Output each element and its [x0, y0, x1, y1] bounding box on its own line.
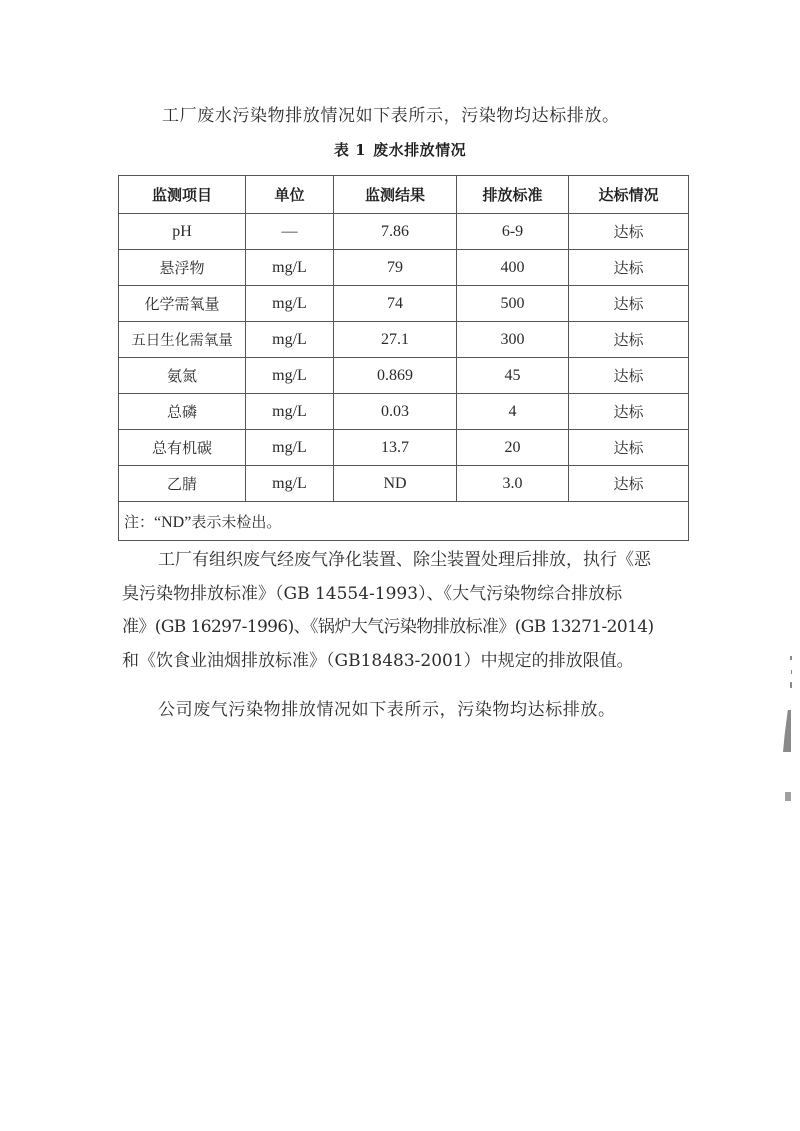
cell-unit: mg/L: [246, 286, 334, 322]
table-row: [119, 358, 689, 394]
cell-standard: 3.0: [457, 466, 569, 502]
cell-unit: mg/L: [246, 394, 334, 430]
table-note: [119, 502, 689, 541]
cell-standard: 20: [457, 430, 569, 466]
cell-status: 达标: [569, 286, 689, 322]
cell-status: 达标: [569, 322, 689, 358]
scan-artifact: [790, 656, 792, 660]
cell-status: 达标: [569, 394, 689, 430]
cell-unit: mg/L: [246, 322, 334, 358]
cell-unit: mg/L: [246, 466, 334, 502]
table-row: [119, 430, 689, 466]
cell-standard: 6-9: [457, 214, 569, 250]
cell-item: 悬浮物: [119, 250, 246, 286]
cell-unit: mg/L: [246, 250, 334, 286]
cell-unit: mg/L: [246, 358, 334, 394]
cell-status: 达标: [569, 358, 689, 394]
table-header-row: [119, 176, 689, 214]
table-row: [119, 214, 689, 250]
table-row: [119, 394, 689, 430]
scan-artifact: [790, 682, 792, 688]
intro-paragraph: 工厂废水污染物排放情况如下表所示，污染物均达标排放。: [162, 106, 620, 126]
cell-status: 达标: [569, 214, 689, 250]
cell-item: 氨氮: [119, 358, 246, 394]
note-prefix: 注：: [124, 512, 155, 531]
table-row: [119, 286, 689, 322]
cell-status: 达标: [569, 466, 689, 502]
header-unit: 单位: [246, 176, 334, 214]
air-emission-standards-paragraph: [122, 544, 692, 678]
cell-status: 达标: [569, 250, 689, 286]
table-row: [119, 250, 689, 286]
cell-result: ND: [334, 466, 457, 502]
cell-unit: mg/L: [246, 430, 334, 466]
cell-result: 79: [334, 250, 457, 286]
cell-result: 7.86: [334, 214, 457, 250]
paragraph-line: 和《饮食业油烟排放标准》（GB18483-2001）中规定的排放限值。: [122, 650, 634, 671]
cell-item: 五日生化需氧量: [119, 322, 246, 358]
note-quote: “ND”: [154, 513, 192, 531]
cell-item: 总磷: [119, 394, 246, 430]
cell-item: 总有机碳: [119, 430, 246, 466]
cell-item: pH: [119, 214, 246, 250]
paragraph-line: 臭污染物排放标准》（GB 14554-1993）、《大气污染物综合排放标: [122, 583, 623, 604]
header-result: 监测结果: [334, 176, 457, 214]
table-note-row: [119, 502, 689, 541]
note-text: 表示未检出。: [191, 512, 282, 531]
cell-result: 0.03: [334, 394, 457, 430]
table-caption: [0, 139, 800, 160]
cell-standard: 300: [457, 322, 569, 358]
header-status: 达标情况: [569, 176, 689, 214]
paragraph-line: 工厂有组织废气经废气净化装置、除尘装置处理后排放，执行《恶: [158, 550, 651, 570]
paragraph-line: 准》(GB 16297-1996)、《锅炉大气污染物排放标准》(GB 13271-2014): [122, 617, 654, 637]
cell-standard: 400: [457, 250, 569, 286]
cell-standard: 4: [457, 394, 569, 430]
cell-result: 74: [334, 286, 457, 322]
closing-paragraph: 公司废气污染物排放情况如下表所示，污染物均达标排放。: [158, 700, 616, 720]
scan-artifact: [791, 670, 792, 674]
table-caption-title: 废水排放情况: [373, 141, 467, 159]
table-row: [119, 322, 689, 358]
cell-unit: —: [246, 214, 334, 250]
header-item: 监测项目: [119, 176, 246, 214]
wastewater-discharge-table: [118, 175, 689, 541]
table-caption-number: 表 1: [333, 141, 367, 159]
header-standard: 排放标准: [457, 176, 569, 214]
scan-artifact: [785, 792, 791, 801]
scan-artifact: [783, 710, 791, 752]
cell-result: 0.869: [334, 358, 457, 394]
cell-item: 化学需氧量: [119, 286, 246, 322]
cell-status: 达标: [569, 430, 689, 466]
cell-standard: 500: [457, 286, 569, 322]
cell-result: 27.1: [334, 322, 457, 358]
cell-standard: 45: [457, 358, 569, 394]
cell-result: 13.7: [334, 430, 457, 466]
table-row: [119, 466, 689, 502]
cell-item: 乙腈: [119, 466, 246, 502]
